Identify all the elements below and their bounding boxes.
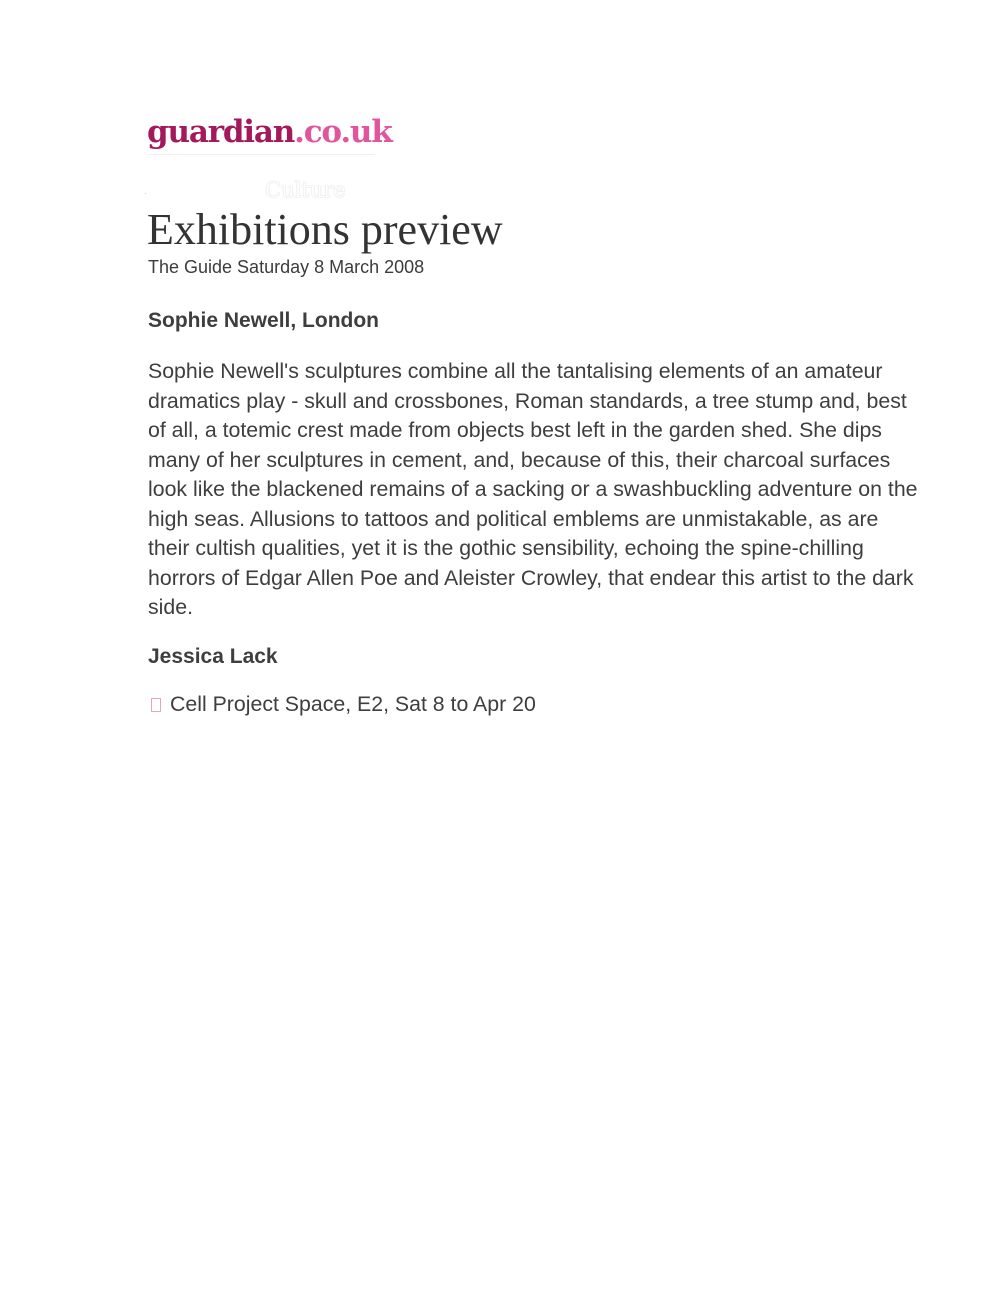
section-bullet: . [144,186,147,197]
article-dateline: The Guide Saturday 8 March 2008 [148,257,425,277]
article-title: Exhibitions preview [147,205,503,254]
article-body: Sophie Newell's sculptures combine all the tantalising elements of an amateur dramatics play - skull and crossbones, Roman standards, a tree stump and, best of all, a totemic crest made from objects best left in the garden shed. She dips many of her sculptures in cement, and, because of this, their charcoal surfaces look like the blackened remains of a sacking or a swashbuckling adventure on the high seas. Allusions to tattoos and political emblems are unmistakable, as are their cultish qualities, yet it is the gothic sensibility, echoing the spine-chilling horrors of Edgar Allen Poe and Aleister Crowley, that endear this artist to the dark side. [148,359,918,619]
site-logo[interactable] [147,112,392,152]
article-subhead: Sophie Newell, London [148,309,379,332]
article-byline: Jessica Lack [148,645,278,668]
venue-text: Cell Project Space, E2, Sat 8 to Apr 20 [170,692,536,716]
logo-domain: .co.uk [294,114,392,150]
missing-glyph-box-icon [151,698,161,712]
logo-divider [147,154,375,155]
venue-info [148,690,536,718]
section-label[interactable]: Culture [265,178,346,202]
logo-guardian: guardian [147,114,295,150]
